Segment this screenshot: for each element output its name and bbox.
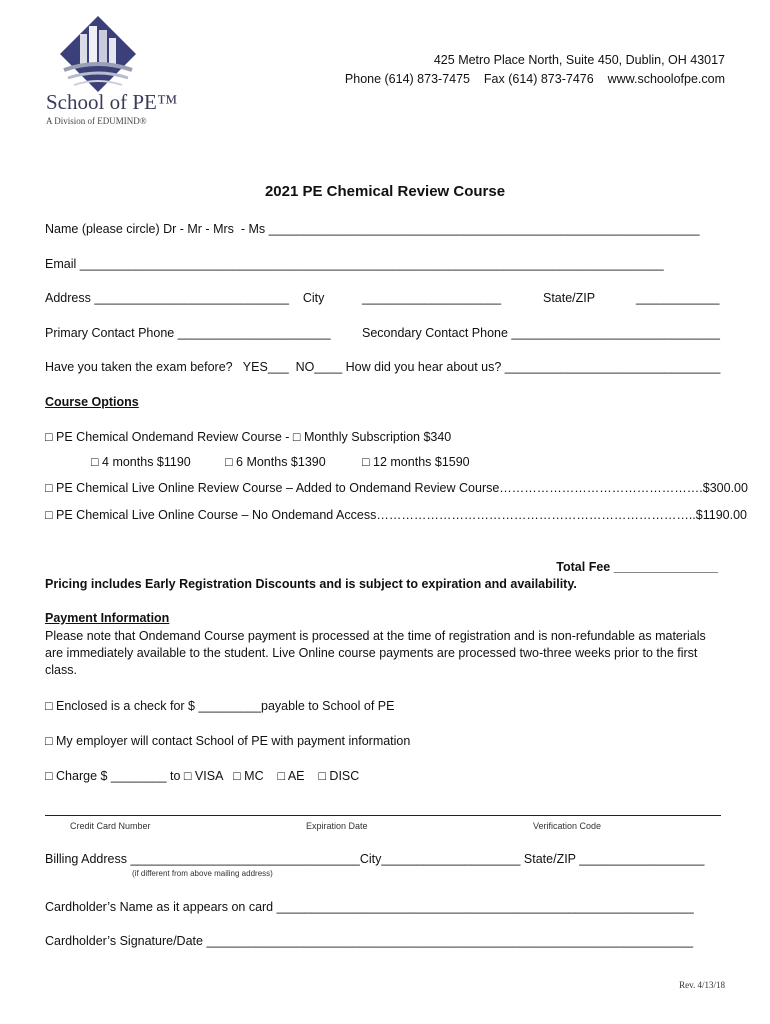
option-6-months[interactable]: □ 6 Months $1390 <box>225 455 326 469</box>
page-title: 2021 PE Chemical Review Course <box>264 183 506 200</box>
city-field[interactable]: ____________________ <box>362 291 502 305</box>
cc-number-label: Credit Card Number <box>70 821 151 831</box>
state-zip-field[interactable]: ____________ <box>636 291 720 305</box>
state-zip-label: State/ZIP <box>543 291 596 305</box>
email-field[interactable]: Email ____________________________________________________________________________________ <box>45 257 664 271</box>
revision-label: Rev. 4/13/18 <box>679 980 725 990</box>
billing-address-field[interactable]: Billing Address _________________________________City____________________ State/ZIP __________________ <box>45 852 705 866</box>
primary-phone-field[interactable]: Primary Contact Phone ______________________ <box>45 326 331 340</box>
payment-heading: Payment Information <box>45 611 170 625</box>
check-option[interactable]: □ Enclosed is a check for $ _________payable to School of PE <box>45 699 395 713</box>
ondemand-option[interactable]: □ PE Chemical Ondemand Review Course - □ Monthly Subscription $340 <box>45 430 452 444</box>
brand-name: School of PE™ <box>46 90 178 114</box>
expiration-label: Expiration Date <box>306 821 368 831</box>
total-fee-field[interactable]: Total Fee _______________ <box>556 560 718 574</box>
cardholder-signature-field[interactable]: Cardholder’s Signature/Date ______________________________________________________________________ <box>45 934 694 948</box>
cardholder-name-field[interactable]: Cardholder’s Name as it appears on card ____________________________________________________________ <box>45 900 694 914</box>
school-of-pe-logo-icon <box>58 14 138 92</box>
charge-option[interactable]: □ Charge $ ________ to □ VISA □ MC □ AE □ DISC <box>45 769 360 783</box>
billing-note: (if different from above mailing address) <box>132 869 273 878</box>
credit-card-line[interactable] <box>45 815 721 816</box>
pricing-note: Pricing includes Early Registration Discounts and is subject to expiration and availability. <box>45 577 577 591</box>
payment-note: Please note that Ondemand Course payment is processed at the time of registration and is non-refundable as materials are immediately available to the student. Live Online course payments are processed two-three weeks prior to the first class. <box>45 629 706 677</box>
employer-option[interactable]: □ My employer will contact School of PE with payment information <box>45 734 411 748</box>
option-12-months[interactable]: □ 12 months $1590 <box>362 455 470 469</box>
secondary-phone-field[interactable]: Secondary Contact Phone ______________________________ <box>362 326 720 340</box>
option-4-months[interactable]: □ 4 months $1190 <box>91 455 191 469</box>
live-online-only-option[interactable]: □ PE Chemical Live Online Course – No Ondemand Access…………………………………………………………………..$1190.00 <box>45 508 747 522</box>
name-field[interactable]: Name (please circle) Dr - Mr - Mrs - Ms ______________________________________________________________ <box>45 222 700 236</box>
header-address: 425 Metro Place North, Suite 450, Dublin, OH 43017 <box>433 53 725 67</box>
address-field[interactable]: Address ____________________________ City <box>45 291 325 305</box>
live-online-added-option[interactable]: □ PE Chemical Live Online Review Course – Added to Ondemand Review Course………………………………………….$300.00 <box>45 481 748 495</box>
header-contact: Phone (614) 873-7475 Fax (614) 873-7476 www.schoolofpe.com <box>344 72 725 86</box>
brand-division: A Division of EDUMIND® <box>46 116 147 126</box>
course-options-heading: Course Options <box>45 395 139 409</box>
verification-label: Verification Code <box>533 821 602 831</box>
exam-question[interactable]: Have you taken the exam before? YES___ NO____ How did you hear about us? _______________________________ <box>45 360 721 374</box>
